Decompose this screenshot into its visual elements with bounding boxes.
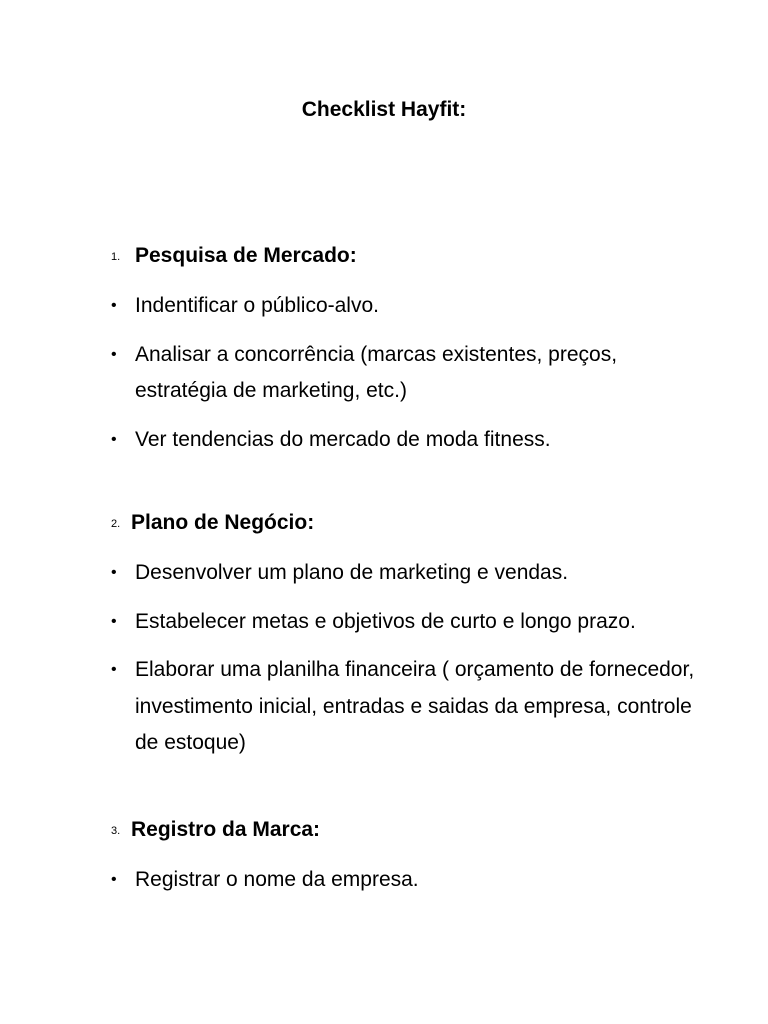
section-heading [0, 816, 768, 846]
bullet-icon: • [111, 430, 117, 448]
section-heading [0, 509, 768, 539]
bullet-icon: • [111, 661, 117, 678]
bullet-list [0, 288, 768, 458]
list-item [0, 288, 695, 325]
list-item-text: Elaborar uma planilha financeira ( orçamento de fornecedor, investimento inicial, entradas e saidas da empresa, controle de estoque) [135, 658, 695, 754]
list-item [0, 555, 695, 592]
list-item [0, 337, 695, 410]
list-item [0, 862, 695, 899]
bullet-icon: • [111, 871, 117, 888]
section-heading-text: Plano de Negócio: [131, 511, 315, 534]
bullet-icon: • [111, 345, 117, 363]
section-number: 2. [111, 518, 121, 530]
section-pesquisa-de-mercado [0, 242, 768, 470]
list-item-text: Desenvolver um plano de marketing e vendas. [135, 561, 569, 584]
section-heading-text: Registro da Marca: [131, 818, 321, 841]
section-number: 1. [111, 251, 121, 263]
list-item-text: Estabelecer metas e objetivos de curto e longo prazo. [135, 609, 636, 633]
bullet-list [0, 555, 768, 762]
section-registro-da-marca [0, 816, 768, 911]
bullet-list [0, 862, 768, 899]
section-heading-text: Pesquisa de Mercado: [135, 244, 357, 267]
bullet-icon: • [111, 564, 117, 581]
list-item-text: Registrar o nome da empresa. [135, 868, 419, 891]
section-plano-de-negocio [0, 509, 768, 774]
list-item [0, 422, 695, 459]
list-item-text: Ver tendencias do mercado de moda fitness. [135, 427, 551, 451]
bullet-icon: • [111, 612, 117, 630]
section-number: 3. [111, 825, 121, 837]
list-item [0, 604, 695, 641]
list-item-text: Analisar a concorrência (marcas existentes, preços, estratégia de marketing, etc.) [135, 342, 618, 402]
section-heading [0, 242, 768, 272]
list-item [0, 652, 695, 762]
list-item-text: Indentificar o público-alvo. [135, 294, 379, 317]
bullet-icon: • [111, 297, 117, 314]
page-title: Checklist Hayfit: [301, 98, 467, 121]
